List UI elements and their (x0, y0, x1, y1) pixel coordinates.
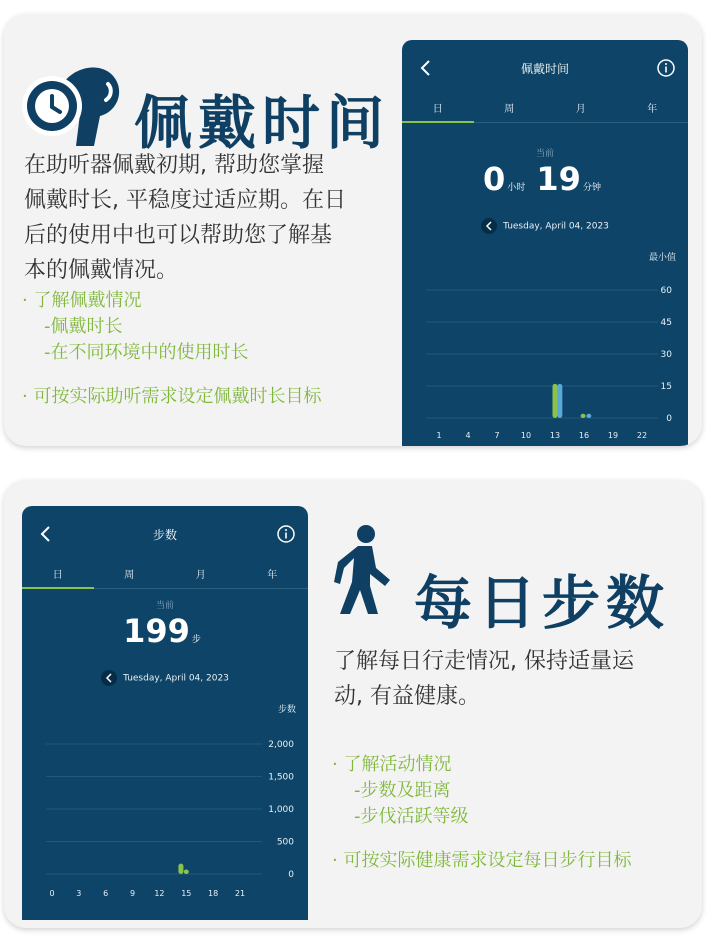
tab-day[interactable]: 日 (432, 104, 443, 115)
bar (581, 414, 586, 418)
x-tick-label: 9 (130, 889, 136, 898)
hours-value: 0 (483, 160, 506, 198)
y-tick-label: 0 (288, 870, 294, 880)
wear-time-heading: 佩戴时间 (134, 89, 391, 157)
description-line: 在助听器佩戴初期, 帮助您掌握 (24, 153, 324, 178)
y-tick-label: 30 (660, 350, 672, 360)
tab-day[interactable]: 日 (52, 570, 63, 581)
bar (557, 384, 562, 418)
x-tick-label: 3 (76, 889, 82, 898)
y-tick-label: 1,000 (268, 805, 294, 815)
bar (586, 414, 591, 418)
steps-chart (22, 506, 308, 920)
steps-count: 199 (123, 612, 190, 650)
y-tick-label: 45 (660, 318, 672, 328)
steps-bullets (332, 752, 631, 874)
metric-label: 步数 (277, 705, 296, 715)
description-line: 佩戴时长, 平稳度过适应期。在日 (24, 188, 346, 213)
wear-time-bullets (22, 288, 321, 410)
x-tick-label: 12 (154, 889, 165, 898)
date-text: Tuesday, April 04, 2023 (123, 673, 229, 684)
tab-year[interactable]: 年 (267, 570, 278, 581)
y-tick-label: 500 (276, 837, 294, 848)
date-text: Tuesday, April 04, 2023 (503, 221, 609, 232)
y-tick-label: 1,500 (268, 772, 294, 783)
y-tick-label: 0 (666, 414, 672, 424)
bullet-subitem: -在不同环境中的使用时长 (44, 342, 249, 363)
y-tick-label: 2,000 (268, 740, 294, 750)
x-tick-label: 0 (49, 889, 55, 898)
x-tick-label: 18 (208, 889, 219, 898)
x-tick-label: 10 (520, 431, 532, 440)
wear-time-chart (402, 40, 688, 446)
bullet-subitem: -步伐活跃等级 (354, 806, 469, 827)
wear-time-card (4, 14, 702, 446)
description-line: 了解每日行走情况, 保持适量运 (334, 649, 634, 674)
minutes-unit: 分钟 (582, 183, 601, 193)
steps-description (334, 644, 634, 714)
x-tick-label: 15 (181, 889, 192, 898)
current-label: 当前 (155, 601, 174, 611)
tab-week[interactable]: 周 (124, 570, 135, 581)
y-tick-label: 15 (660, 382, 672, 392)
x-tick-label: 21 (234, 889, 246, 898)
bar (184, 869, 189, 874)
x-tick-label: 16 (578, 431, 590, 440)
x-tick-label: 6 (103, 889, 109, 898)
description-line: 本的佩戴情况。 (24, 258, 179, 283)
bar (553, 384, 558, 418)
x-tick-label: 22 (636, 431, 648, 440)
bar (178, 864, 183, 874)
x-tick-label: 13 (549, 431, 561, 440)
x-tick-label: 4 (465, 431, 471, 440)
steps-unit: 步 (191, 635, 201, 645)
tab-week[interactable]: 周 (504, 104, 515, 115)
hearing-aid-clock-icon (20, 54, 124, 150)
tab-month[interactable]: 月 (195, 570, 206, 581)
tab-year[interactable]: 年 (647, 104, 658, 115)
bullet-subitem: -步数及距离 (354, 780, 451, 801)
current-label: 当前 (535, 149, 554, 159)
hours-unit: 小时 (507, 183, 526, 193)
tab-month[interactable]: 月 (575, 104, 586, 115)
bullet-item: · 可按实际健康需求设定每日步行目标 (332, 850, 632, 871)
bullet-item: · 了解活动情况 (332, 754, 452, 775)
walking-person-icon (330, 524, 396, 616)
metric-label: 最小值 (648, 253, 676, 263)
wear-time-description (24, 148, 346, 288)
bullet-item: · 了解佩戴情况 (22, 290, 142, 311)
x-tick-label: 1 (436, 431, 442, 440)
description-line: 动, 有益健康。 (334, 684, 480, 709)
phone-title: 步数 (152, 528, 177, 542)
phone-title: 佩戴时间 (520, 62, 569, 76)
y-tick-label: 60 (660, 286, 672, 296)
steps-phone-screen (22, 506, 308, 920)
bullet-item: · 可按实际助听需求设定佩戴时长目标 (22, 386, 322, 407)
minutes-value: 19 (536, 160, 581, 198)
daily-steps-card (4, 480, 702, 928)
wear-time-phone-screen (402, 40, 688, 446)
x-tick-label: 19 (607, 431, 619, 440)
steps-heading: 每日步数 (414, 569, 671, 637)
x-tick-label: 7 (494, 431, 500, 440)
bullet-subitem: -佩戴时长 (44, 316, 123, 337)
description-line: 后的使用中也可以帮助您了解基 (24, 223, 333, 248)
